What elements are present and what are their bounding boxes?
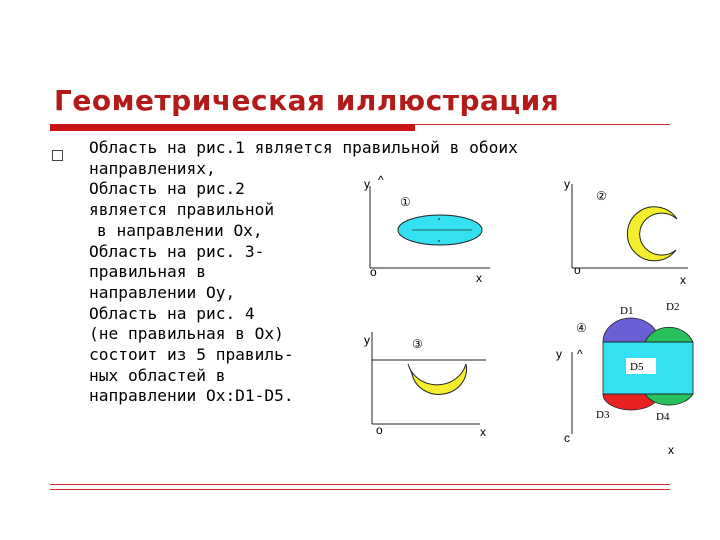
body-line: направлении Ох:D1-D5. [89,386,294,406]
fig1-number: ① [400,195,411,209]
body-line: состоит из 5 правиль- [89,345,294,365]
fig4-label-d4: D4 [656,411,670,423]
figure-2 [564,177,688,287]
slide-title: Геометрическая иллюстрация [54,84,560,117]
body-line: Область на рис.1 является правильной в обоих [89,138,518,157]
fig2-crescent-region [627,207,677,261]
body-line: ных областей в [89,365,226,385]
bottom-rule-upper [50,484,670,485]
fig4-y-arrow: ^ [577,347,583,361]
body-line: в направлении Ох, [97,220,263,240]
regions-illustration [350,172,720,472]
fig2-y-label: y [564,177,570,191]
fig4-label-d3: D3 [596,409,610,421]
bullet-square-icon [52,150,63,161]
fig4-label-d1: D1 [620,305,634,317]
fig4-number: ④ [576,321,587,335]
fig1-point [438,240,440,242]
fig4-label-d2: D2 [666,301,680,313]
body-line: Область на рис. 4 [89,303,255,323]
figure-3 [364,332,486,439]
fig3-y-label: y [364,333,370,347]
figure-4 [556,301,693,457]
fig1-origin-label: o [370,265,377,279]
body-line: (не правильная в Ох) [89,324,284,344]
body-line: правильная в [89,262,206,282]
fig1-x-label: x [476,271,482,285]
fig1-point [438,218,440,220]
fig3-x-label: x [480,425,486,439]
fig2-origin-label: o [574,263,581,277]
title-rule-thick [50,124,415,131]
fig2-number: ② [596,189,607,203]
body-line: Область на рис. 3- [89,241,265,261]
fig4-x-label: x [668,443,674,457]
body-line: направлениях, [89,158,216,178]
body-line: является правильной [89,200,275,220]
body-line: направлении Оу, [89,282,236,302]
fig2-x-label: x [680,273,686,287]
fig3-crescent-region [408,364,467,394]
body-line: Область на рис.2 [89,179,245,199]
fig4-label-d5: D5 [630,361,644,373]
fig3-origin-label: o [376,423,383,437]
bottom-rule-lower [50,489,670,490]
fig4-y-label: y [556,347,562,361]
fig4-origin-label: c [564,431,570,445]
fig3-number: ③ [412,337,423,351]
figure-1 [364,173,490,285]
fig1-y-label: y [364,177,370,191]
fig1-y-arrow: ^ [378,173,384,187]
